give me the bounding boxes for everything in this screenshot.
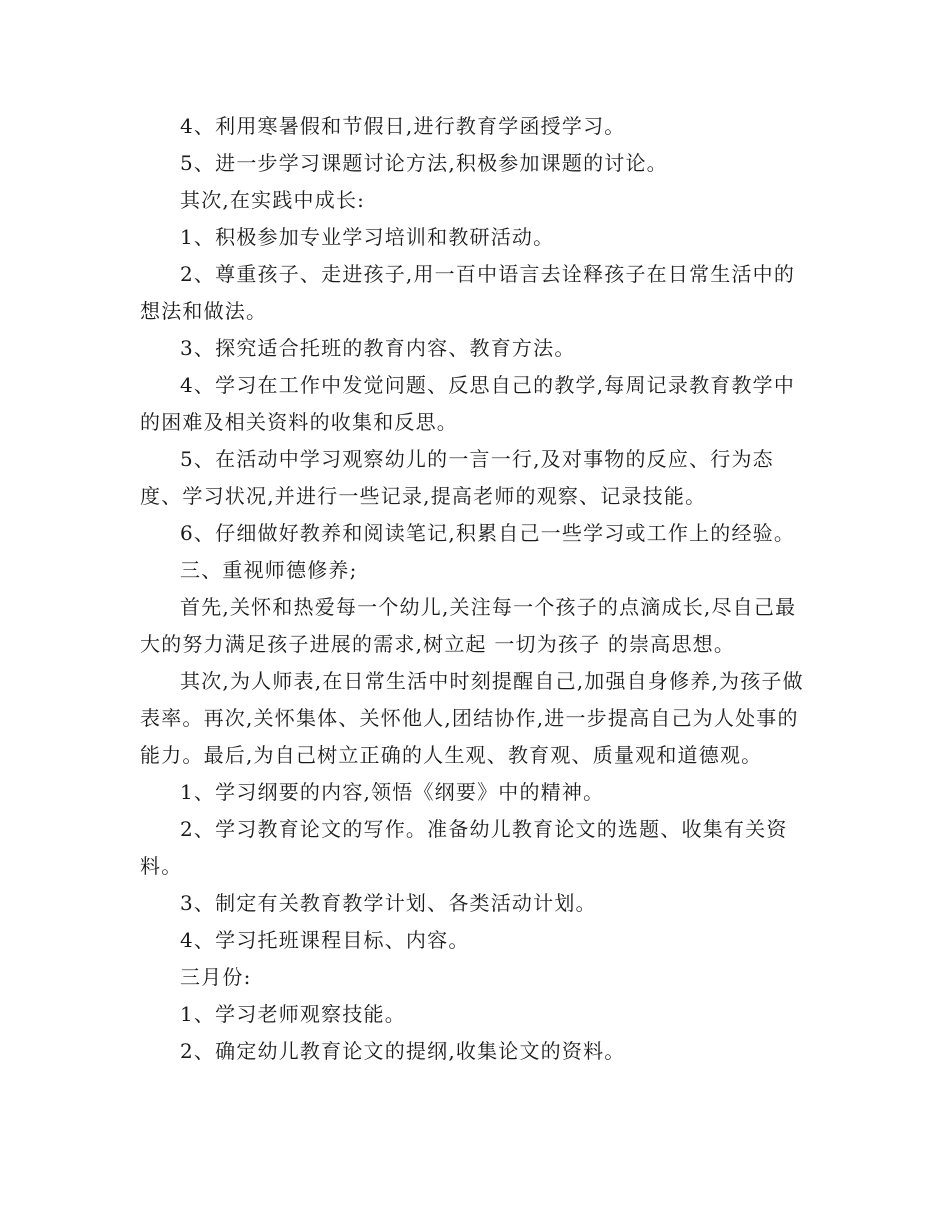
paragraph: 4、学习托班课程目标、内容。 [180,928,470,952]
paragraph: 4、学习在工作中发觉问题、反思自己的教学,每周记录教育教学中的困难及相关资料的收集和反思。 [140,373,796,434]
paragraph: 2、学习教育论文的写作。准备幼儿教育论文的选题、收集有关资料。 [140,817,788,878]
paragraph: 首先,关怀和热爱每一个幼儿,关注每一个孩子的点滴成长,尽自己最大的努力满足孩子进展的需求,树立起 一切为孩子 的崇高思想。 [140,595,797,656]
paragraph: 6、仔细做好教养和阅读笔记,积累自己一些学习或工作上的经验。 [180,521,796,545]
paragraph: 1、学习老师观察技能。 [180,1002,406,1026]
paragraph: 2、尊重孩子、走进孩子,用一百中语言去诠释孩子在日常生活中的想法和做法。 [140,262,796,323]
month-heading: 三月份: [180,965,252,989]
paragraph: 其次,在实践中成长: [180,188,366,212]
paragraph: 5、在活动中学习观察幼儿的一言一行,及对事物的反应、行为态度、学习状况,并进行一些记录,提高老师的观察、记录技能。 [140,447,774,508]
document-body [140,108,810,1070]
paragraph: 5、进一步学习课题讨论方法,积极参加课题的讨论。 [180,151,668,175]
paragraph: 3、制定有关教育教学计划、各类活动计划。 [180,891,597,915]
paragraph: 4、利用寒暑假和节假日,进行教育学函授学习。 [180,114,626,138]
paragraph: 2、确定幼儿教育论文的提纲,收集论文的资料。 [180,1039,626,1063]
paragraph: 3、探究适合托班的教育内容、教育方法。 [180,336,576,360]
section-heading: 三、重视师德修养; [180,558,358,582]
paragraph: 1、学习纲要的内容,领悟《纲要》中的精神。 [180,780,605,804]
paragraph: 1、积极参加专业学习培训和教研活动。 [180,225,555,249]
paragraph: 其次,为人师表,在日常生活中时刻提醒自己,加强自身修养,为孩子做表率。再次,关怀集体、关怀他人,团结协作,进一步提高自己为人处事的能力。最后,为自己树立正确的人生观、教育观、质量观和道德观。 [140,669,804,767]
